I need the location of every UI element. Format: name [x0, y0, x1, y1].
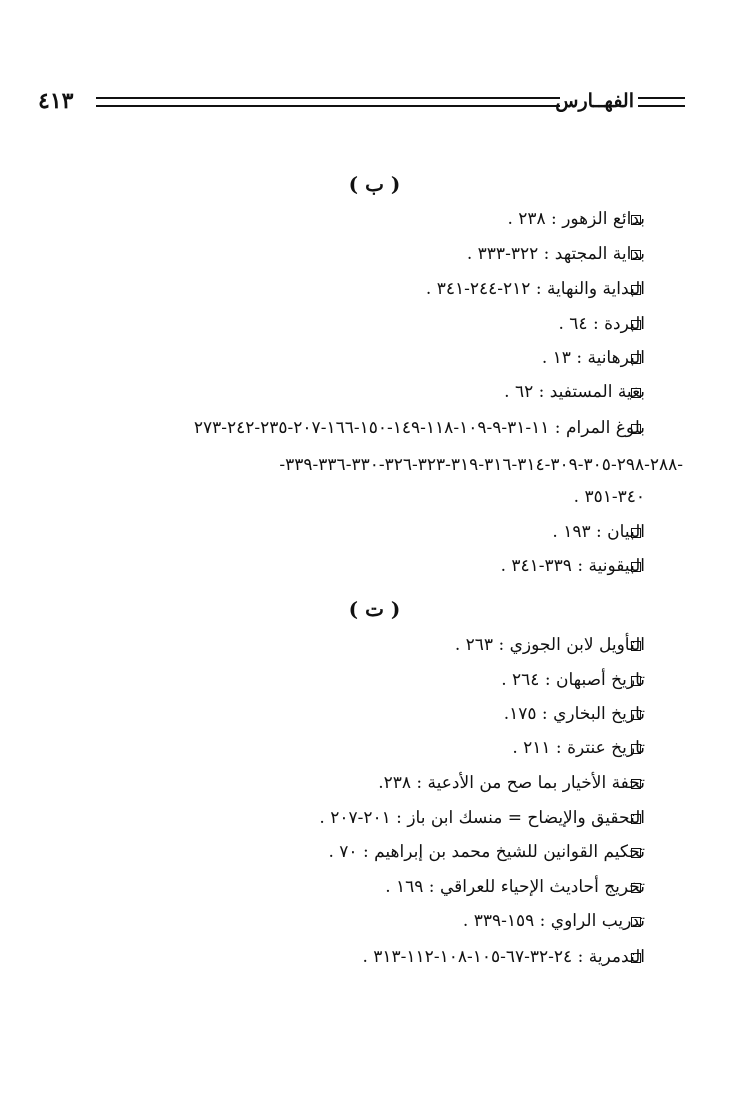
index-entry: التأويل لابن الجوزي : ٢٦٣ . — [454, 635, 645, 655]
index-entry: تخريج أحاديث الإحياء للعراقي : ١٦٩ . — [385, 877, 645, 897]
header-rule — [96, 97, 560, 107]
index-entry: بغية المستفيد : ٦٢ . — [504, 382, 645, 402]
index-entry: بدائع الزهور : ٢٣٨ . — [507, 209, 645, 229]
index-entry: تدريب الراوي : ١٥٩-٣٣٩ . — [462, 911, 645, 931]
index-entry: التدمرية : ٢٤-٣٢-٦٧-١٠٥-١٠٨-١١٢-٣١٣ . — [362, 947, 645, 967]
index-entry: البيان : ١٩٣ . — [552, 522, 645, 542]
index-entry-continuation: -٢٨٨-٢٩٨-٣٠٥-٣٠٩-٣١٤-٣١٦-٣١٩-٣٢٣-٣٢٦-٣٣٠-٣٣٦-٣٣٩- — [279, 455, 683, 475]
index-entry: تحكيم القوانين للشيخ محمد بن إبراهيم : ٧٠ . — [328, 842, 645, 862]
index-entry: بداية المجتهد : ٣٢٢-٣٣٣ . — [466, 244, 645, 264]
index-entry: التحقيق والإيضاح = منسك ابن باز : ٢٠١-٢٠٧ . — [319, 808, 645, 828]
header-rule — [638, 97, 685, 107]
index-entry-continuation: ٣٤٠-٣٥١ . — [573, 487, 645, 507]
page-header — [38, 86, 685, 116]
page-number: ٤١٣ — [38, 88, 74, 114]
index-entry: تحفة الأخيار بما صح من الأدعية : ٢٣٨. — [378, 773, 645, 793]
index-entry: البردة : ٦٤ . — [558, 314, 645, 334]
index-entry: تاريخ أصبهان : ٢٦٤ . — [501, 670, 645, 690]
index-entry: البيقونية : ٣٣٩-٣٤١ . — [500, 556, 645, 576]
section-heading: ( ب ) — [348, 172, 401, 196]
index-entry: بلوغ المرام : ١١-٣١-٩-١٠٩-١١٨-١٤٩-١٥٠-١٦٦-٢٠٧-٢٣٥-٢٤٢-٢٧٣ — [193, 418, 645, 438]
index-entry: تاريخ البخاري : ١٧٥. — [503, 704, 645, 724]
index-entry: البداية والنهاية : ٢١٢-٢٤٤-٣٤١ . — [425, 279, 645, 299]
header-title: الفهــارس — [555, 90, 634, 112]
index-entry: تاريخ عنترة : ٢١١ . — [512, 738, 645, 758]
section-heading: ( ت ) — [348, 597, 401, 621]
index-entry: البرهانية : ١٣ . — [541, 348, 645, 368]
